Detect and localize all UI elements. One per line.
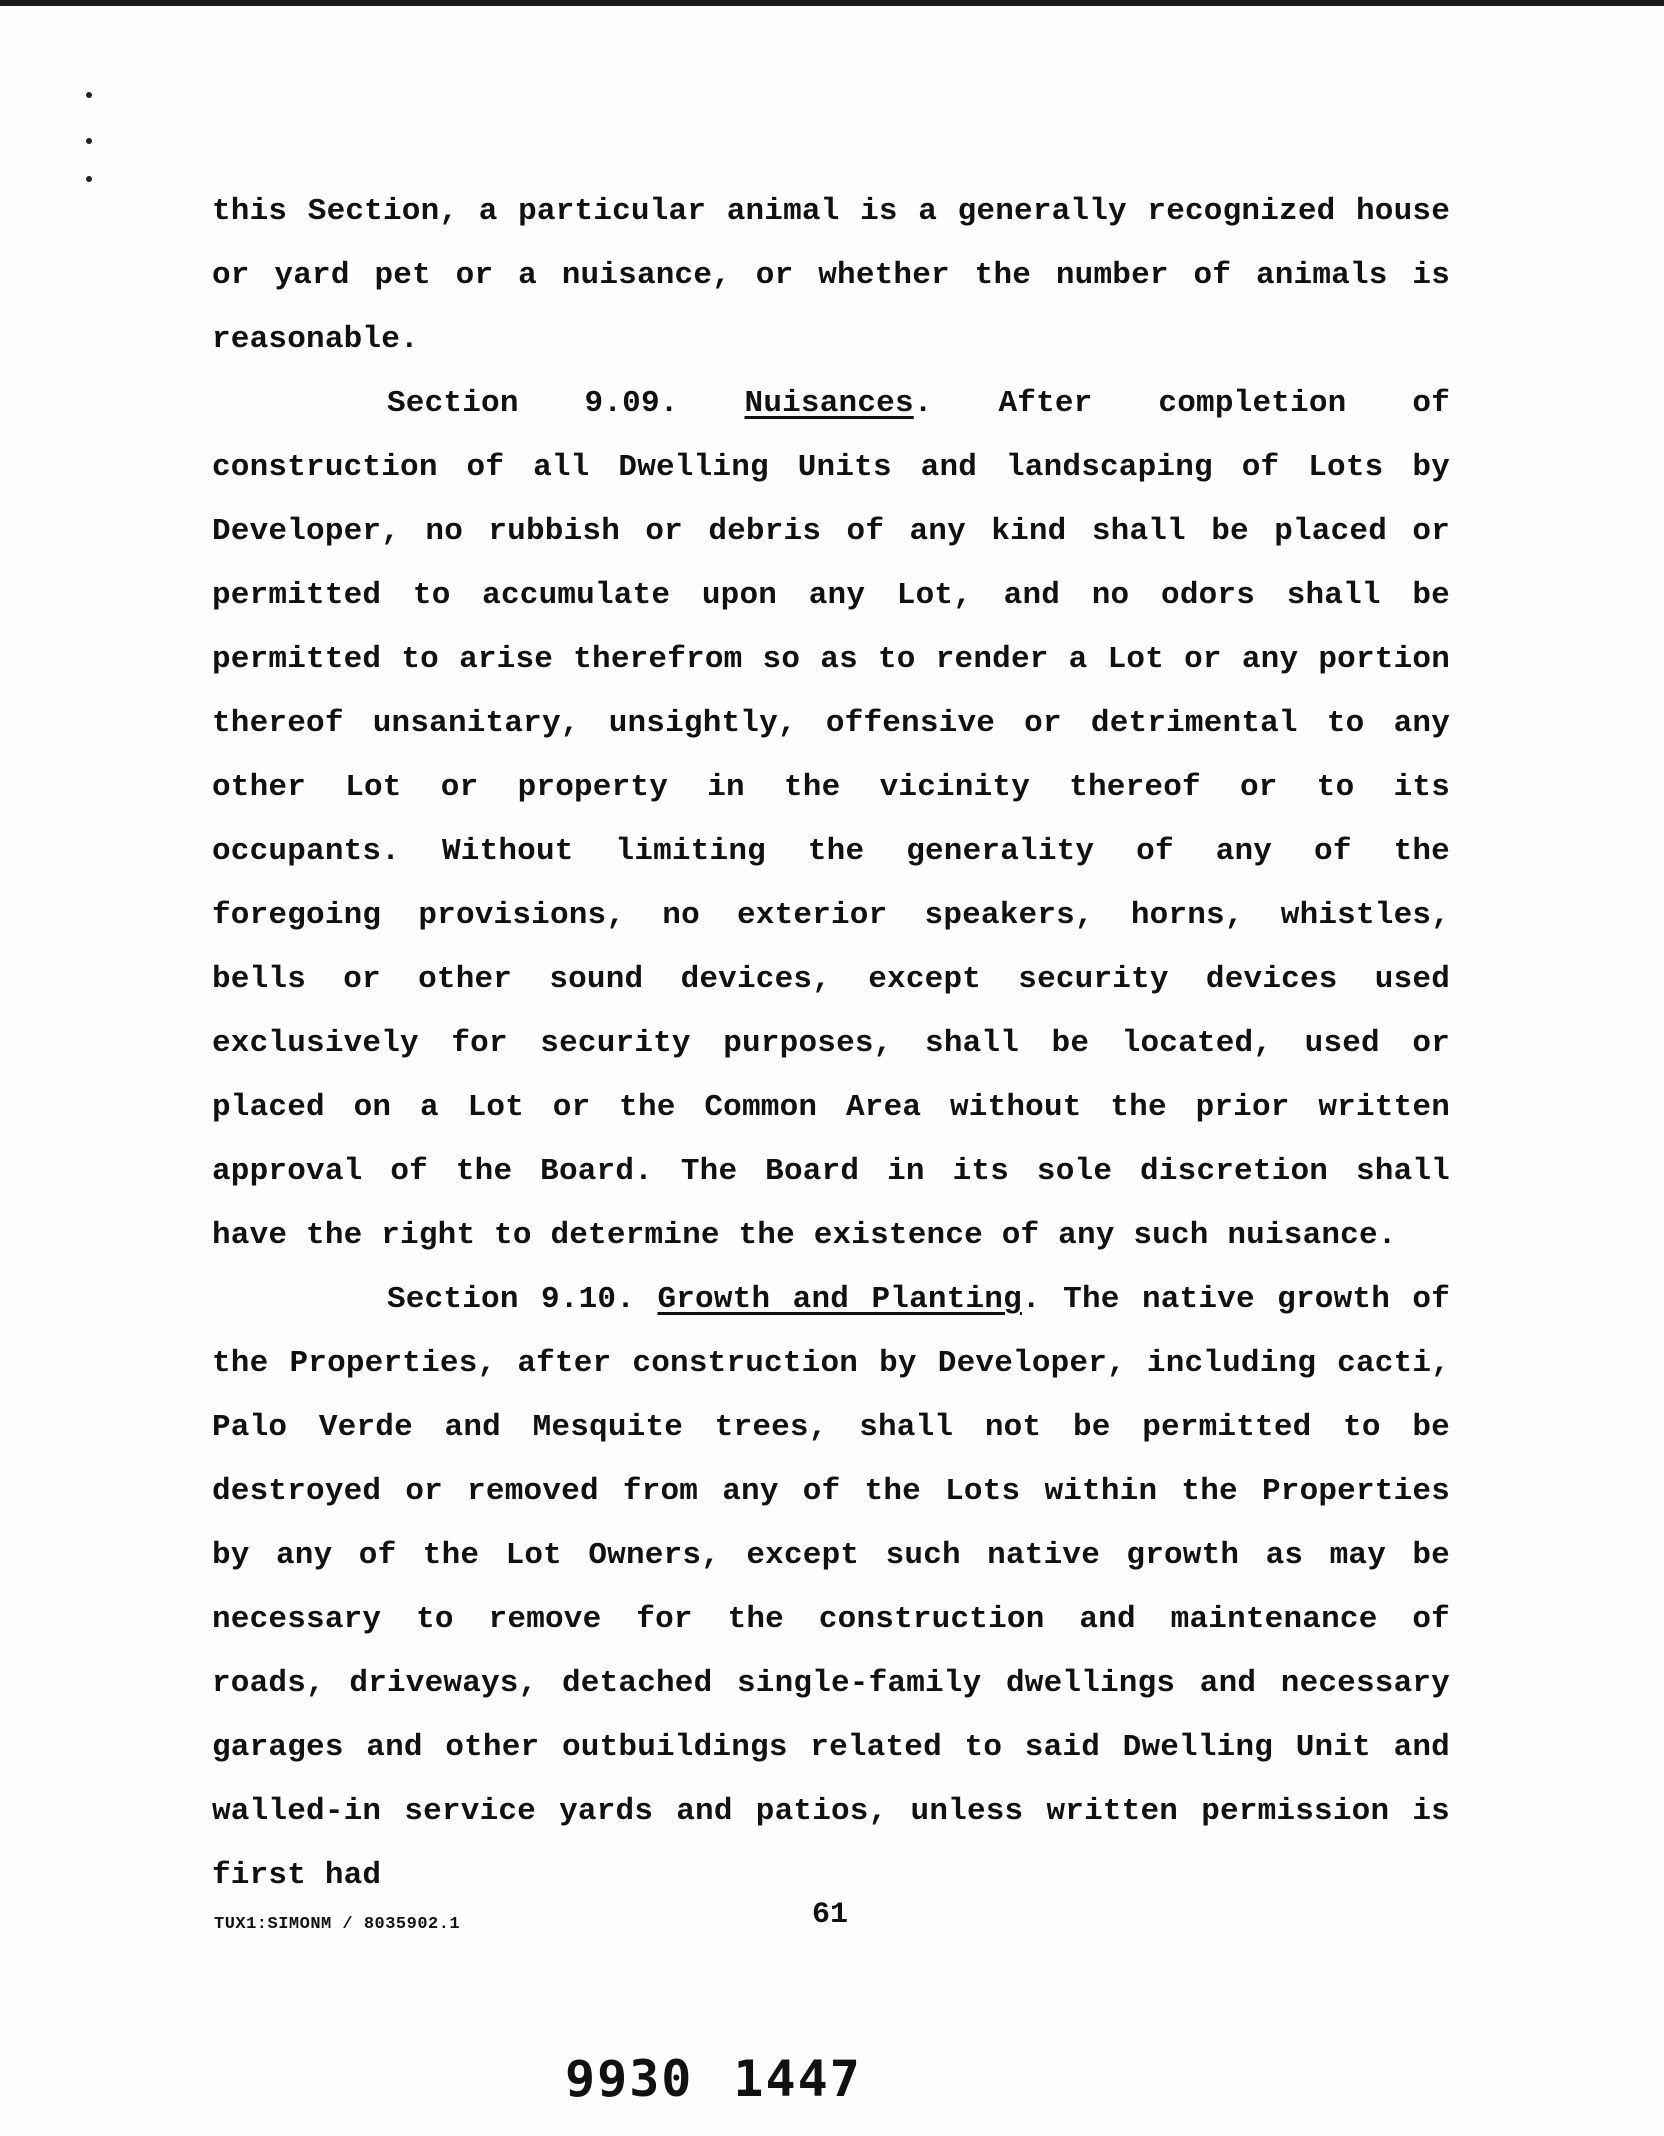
section-9-09-body: After completion of construction of all Dwelling Units and landscaping of Lots by Developer, no rubbish or debris of any kind shall be placed or permitted to accumulate upon any Lot, and no odors shall be permitted to arise therefrom so as to render a Lot or any portion thereof unsanitary, unsightly, offensive or detrimental to any other Lot or property in the vicinity thereof or to its occupants. Without limiting the generality of any of the foregoing provisions, no exterior speakers, horns, whistles, bells or other sound devices, except security devices used exclusively for security purposes, shall be located, used or placed on a Lot or the Common Area without the prior written approval of the Board. The Board in its sole discretion shall have the right to determine the existence of any such nuisance. xyxy=(212,386,1450,1253)
stamp-number-left: 9930 xyxy=(565,2050,694,2108)
section-9-09-label: Section 9.09. xyxy=(387,386,679,421)
section-9-09-paragraph: Section 9.09. Nuisances. After completion of construction of all Dwelling Units and landscaping of Lots by Developer, no rubbish or debris of any kind shall be placed or permitted to accumulate upon any Lot, and no odors shall be permitted to arise therefrom so as to render a Lot or any portion thereof unsanitary, unsightly, offensive or detrimental to any other Lot or property in the vicinity thereof or to its occupants. Without limiting the generality of any of the foregoing provisions, no exterior speakers, horns, whistles, bells or other sound devices, except security devices used exclusively for security purposes, shall be located, used or placed on a Lot or the Common Area without the prior written approval of the Board. The Board in its sole discretion shall have the right to determine the existence of any such nuisance. xyxy=(212,386,1450,1253)
recording-stamp xyxy=(565,2050,862,2108)
section-9-10-body: The native growth of the Properties, after construction by Developer, including cacti, Palo Verde and Mesquite trees, shall not be permitted to be destroyed or removed from any of the Lots within the Properties by any of the Lot Owners, except such native growth as may be necessary to remove for the construction and maintenance of roads, driveways, detached single-family dwellings and necessary garages and other outbuildings related to said Dwelling Unit and walled-in service yards and patios, unless written permission is first had xyxy=(212,1282,1450,1893)
document-footer-code: TUX1:SIMONM / 8035902.1 xyxy=(214,1915,461,1934)
intro-paragraph: this Section, a particular animal is a generally recognized house or yard pet or a nuisance, or whether the number of animals is reasonable. xyxy=(212,194,1450,357)
scan-speck xyxy=(86,176,92,182)
stamp-number-right: 1447 xyxy=(733,2050,862,2108)
section-9-10-heading: Growth and Planting xyxy=(657,1282,1022,1317)
scan-top-edge xyxy=(0,0,1664,6)
scan-speck xyxy=(86,92,92,98)
document-body xyxy=(212,180,1450,1908)
section-9-10-label: Section 9.10. xyxy=(387,1282,636,1317)
page-number: 61 xyxy=(812,1898,849,1932)
scan-speck xyxy=(86,138,92,144)
section-9-10-paragraph: Section 9.10. Growth and Planting. The native growth of the Properties, after construction by Developer, including cacti, Palo Verde and Mesquite trees, shall not be permitted to be destroyed or removed from any of the Lots within the Properties by any of the Lot Owners, except such native growth as may be necessary to remove for the construction and maintenance of roads, driveways, detached single-family dwellings and necessary garages and other outbuildings related to said Dwelling Unit and walled-in service yards and patios, unless written permission is first had xyxy=(212,1282,1450,1893)
section-9-09-heading: Nuisances xyxy=(744,386,914,421)
